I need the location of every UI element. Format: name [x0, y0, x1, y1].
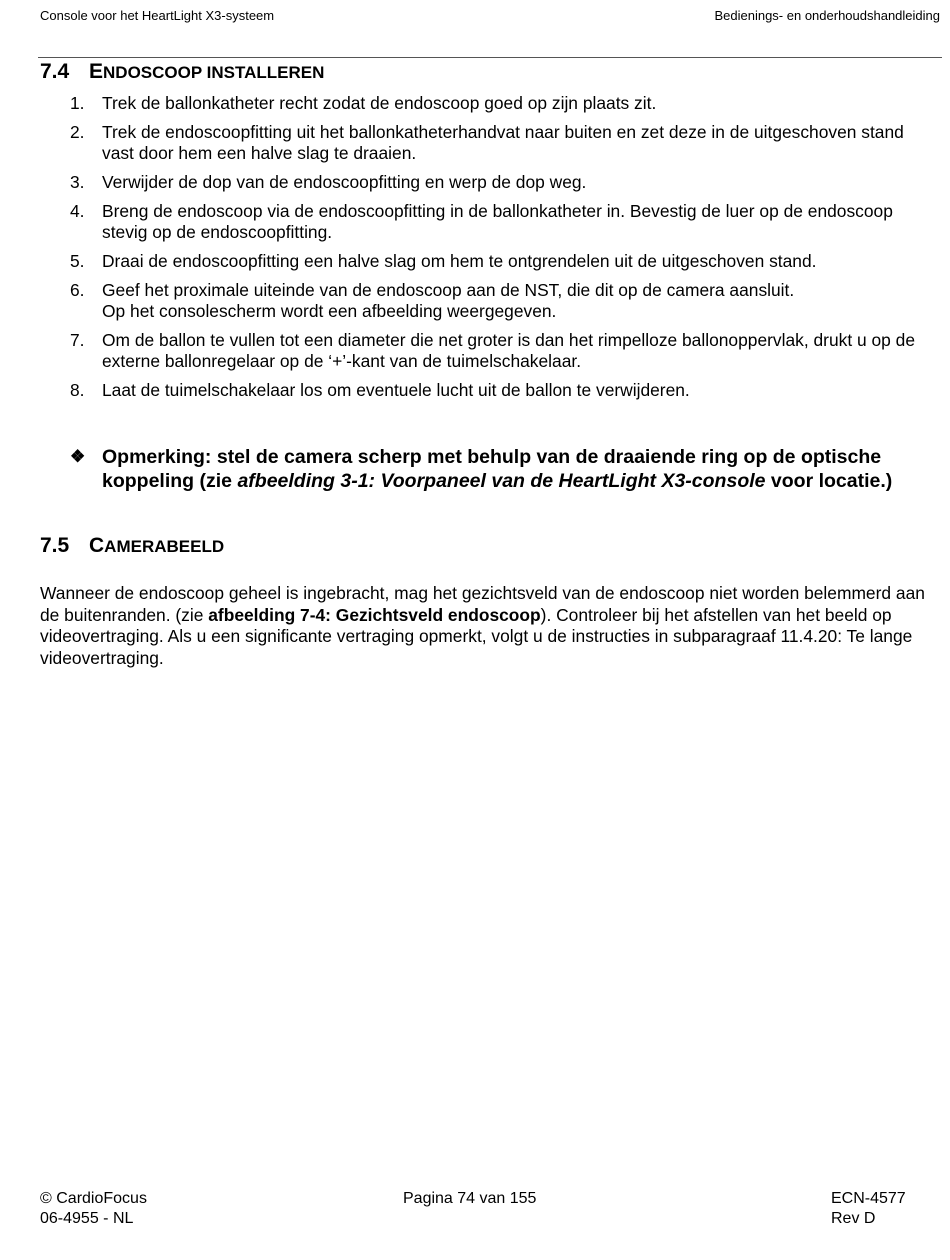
- step-text: Geef het proximale uiteinde van de endoscoop aan de NST, die dit op de camera aansluit.: [102, 280, 795, 300]
- paragraph-part-2: ). Controleer bij het afstellen van het beeld op videovertraging. Als u een significante vertraging opmerkt, volgt u de instructies in subparagraaf 11.4.20: Te lange videovertraging.: [40, 604, 913, 668]
- footer-page-number: Pagina 74 van 155: [403, 1190, 537, 1207]
- footer-ecn: ECN-4577: [831, 1190, 906, 1207]
- section-title-initial: C: [89, 534, 105, 557]
- step-text: Breng de endoscoop via de endoscoopfitting in de ballonkatheter in. Bevestig de luer op de endoscoop stevig op de endoscoopfitting.: [102, 201, 893, 242]
- step-text: Draai de endoscoopfitting een halve slag om hem te ontgrendelen uit de uitgeschoven stand.: [102, 251, 817, 271]
- list-item: [40, 201, 940, 243]
- footer-doc-number: 06-4955 - NL: [40, 1210, 134, 1227]
- section-heading-7-4: [40, 60, 324, 84]
- list-item: [40, 93, 940, 114]
- step-text: Verwijder de dop van de endoscoopfitting en werp de dop weg.: [102, 172, 587, 192]
- section-number: 7.4: [40, 60, 70, 83]
- header-manual-title: Bedienings- en onderhoudshandleiding: [714, 8, 940, 23]
- footer-center: [403, 1189, 536, 1209]
- step-text: Trek de ballonkatheter recht zodat de endoscoop goed op zijn plaats zit.: [102, 93, 657, 113]
- footer-left: [40, 1189, 147, 1229]
- note-lead: Opmerking: stel de camera scherp met behulp van de draaiende ring op de optische koppeling (zie: [102, 446, 882, 492]
- step-text-second-line: Op het consolescherm wordt een afbeelding weergegeven.: [102, 301, 557, 321]
- step-text: Laat de tuimelschakelaar los om eventuele lucht uit de ballon te verwijderen.: [102, 380, 690, 400]
- list-item: [40, 380, 940, 401]
- step-number: 8.: [70, 380, 85, 400]
- step-number: 3.: [70, 172, 85, 192]
- footer-copyright: © CardioFocus: [40, 1190, 147, 1207]
- paragraph-figure-reference: afbeelding 7-4: Gezichtsveld endoscoop: [208, 604, 541, 625]
- note-text: [70, 445, 940, 493]
- list-item: [40, 251, 940, 272]
- step-number: 7.: [70, 330, 85, 350]
- step-number: 2.: [70, 122, 85, 142]
- note-tail: voor locatie.): [765, 470, 893, 492]
- footer-right: [831, 1189, 906, 1229]
- list-item: [40, 122, 940, 164]
- diamond-bullet-icon: ❖: [70, 447, 86, 466]
- step-number: 5.: [70, 251, 85, 271]
- step-number: 6.: [70, 280, 85, 300]
- note-figure-reference: afbeelding 3-1: Voorpaneel van de HeartLight X3-console: [237, 470, 766, 492]
- step-text: Trek de endoscoopfitting uit het ballonkatheterhandvat naar buiten en zet deze in de uitgeschoven stand vast door hem een halve slag te draaien.: [102, 122, 904, 163]
- section-number: 7.5: [40, 534, 70, 557]
- page-header: [40, 8, 940, 28]
- paragraph-part-1: Wanneer de endoscoop geheel is ingebracht, mag het gezichtsveld van de endoscoop niet worden belemmerd aan de buitenranden. (zie: [40, 583, 925, 625]
- footer-revision: Rev D: [831, 1210, 876, 1227]
- section-title-rest: AMERABEELD: [104, 537, 225, 556]
- header-divider: [38, 57, 942, 58]
- section-title-rest: NDOSCOOP INSTALLEREN: [103, 63, 325, 82]
- step-number: 4.: [70, 201, 85, 221]
- camera-image-paragraph: [40, 583, 945, 669]
- step-text: Om de ballon te vullen tot een diameter die net groter is dan het rimpelloze ballonoppervlak, drukt u op de externe ballonregelaar op de ‘+’-kant van de tuimelschakelaar.: [102, 330, 916, 371]
- step-number: 1.: [70, 93, 85, 113]
- note-block: [70, 445, 940, 493]
- section-heading-7-5: [40, 534, 224, 558]
- list-item: [40, 330, 940, 372]
- list-item: [40, 172, 940, 193]
- header-product-title: Console voor het HeartLight X3-systeem: [40, 8, 275, 23]
- page-footer: [40, 1189, 912, 1233]
- list-item: [40, 280, 940, 322]
- installation-steps-list: [40, 93, 940, 409]
- section-title-initial: E: [89, 60, 104, 83]
